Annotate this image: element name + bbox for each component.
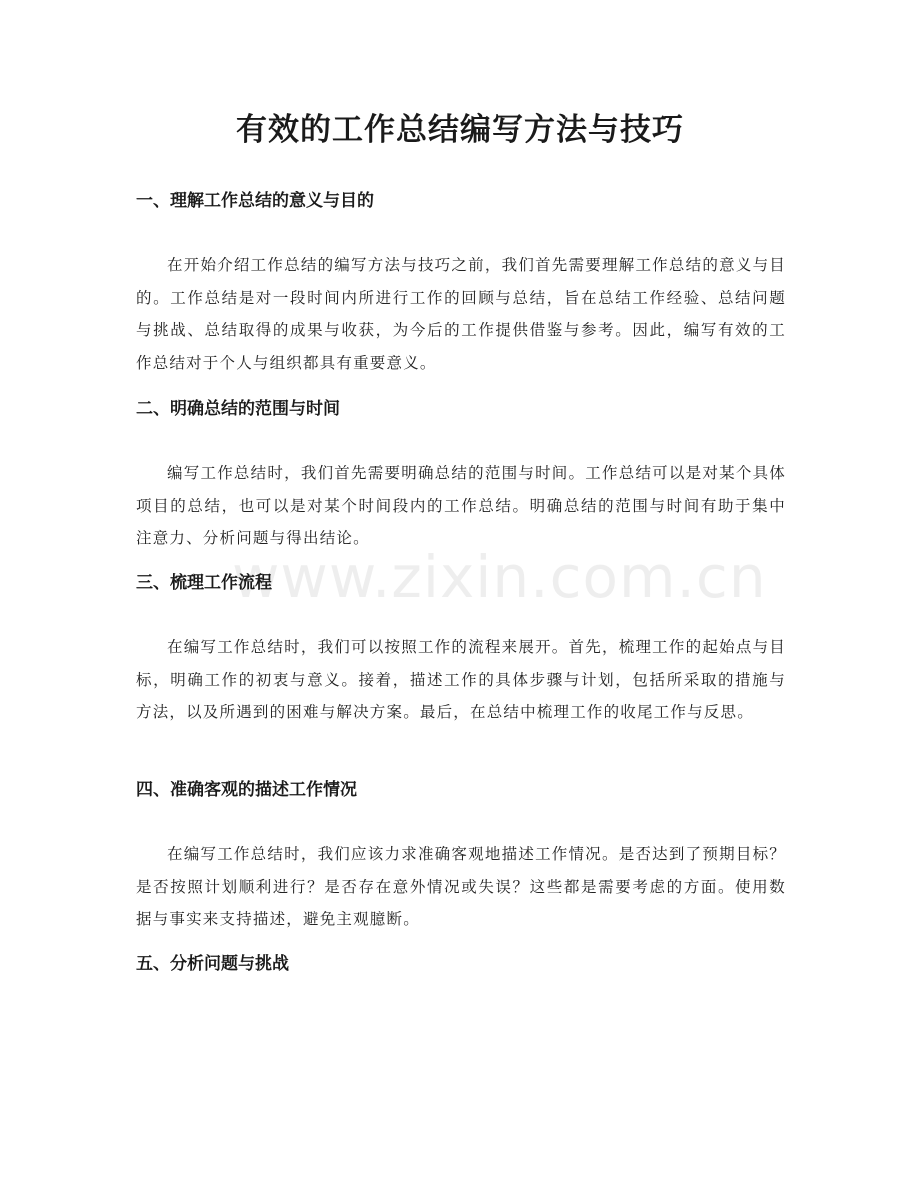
section-heading: 五、分析问题与挑战 — [136, 954, 289, 974]
section-paragraph: 在开始介绍工作总结的编写方法与技巧之前，我们首先需要理解工作总结的意义与目的。工作总结是对一段时间内所进行工作的回顾与总结，旨在总结工作经验、总结问题与挑战、总结取得的成果与收获，为今后的工作提供借鉴与参考。因此，编写有效的工作总结对于个人与组织都具有重要意义。 — [136, 256, 786, 372]
section-heading: 四、准确客观的描述工作情况 — [136, 780, 357, 800]
section-4 — [136, 777, 786, 936]
section-heading: 一、理解工作总结的意义与目的 — [136, 191, 374, 211]
section-heading: 三、梳理工作流程 — [136, 573, 272, 593]
section-2 — [136, 396, 786, 555]
section-paragraph: 在编写工作总结时，我们应该力求准确客观地描述工作情况。是否达到了预期目标？是否按照计划顺利进行？是否存在意外情况或失误？这些都是需要考虑的方面。使用数据与事实来支持描述，避免主观臆断。 — [136, 845, 786, 928]
section-heading: 二、明确总结的范围与时间 — [136, 399, 340, 419]
watermark: www.zixin.com.cn — [232, 543, 767, 611]
section-5 — [136, 951, 786, 977]
section-paragraph: 在编写工作总结时，我们可以按照工作的流程来展开。首先，梳理工作的起始点与目标，明确工作的初衷与意义。接着，描述工作的具体步骤与计划，包括所采取的措施与方法，以及所遇到的困难与解决方案。最后，在总结中梳理工作的收尾工作与反思。 — [136, 638, 786, 721]
section-3 — [136, 570, 786, 729]
section-1 — [136, 188, 786, 379]
page-title: 有效的工作总结编写方法与技巧 — [236, 112, 684, 148]
section-paragraph: 编写工作总结时，我们首先需要明确总结的范围与时间。工作总结可以是对某个具体项目的总结，也可以是对某个时间段内的工作总结。明确总结的范围与时间有助于集中注意力、分析问题与得出结论。 — [136, 464, 786, 547]
